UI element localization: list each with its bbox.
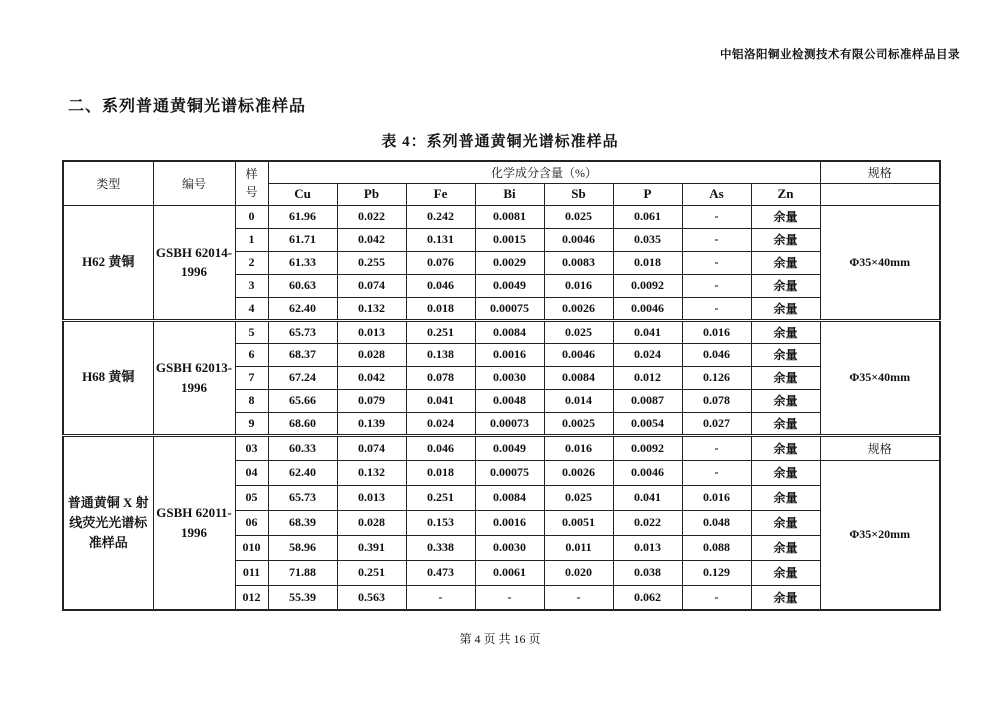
value-cell: 0.391 <box>337 535 406 560</box>
value-cell: 0.251 <box>406 320 475 343</box>
value-cell: 0.0046 <box>613 297 682 320</box>
value-cell: 0.0046 <box>544 228 613 251</box>
value-cell: 0.0049 <box>475 274 544 297</box>
sample-no-cell: 05 <box>235 485 268 510</box>
value-cell: 0.076 <box>406 251 475 274</box>
value-cell: 0.028 <box>337 343 406 366</box>
value-cell: 65.66 <box>268 389 337 412</box>
spec-cell: Φ35×20mm <box>820 460 940 610</box>
document-header-right: 中铝洛阳铜业检测技术有限公司标准样品目录 <box>720 49 960 61</box>
value-cell: 0.035 <box>613 228 682 251</box>
value-cell: 0.078 <box>406 366 475 389</box>
value-cell: 0.0084 <box>475 485 544 510</box>
value-cell: 0.046 <box>406 274 475 297</box>
value-cell: 0.0049 <box>475 435 544 460</box>
value-cell: 0.0084 <box>544 366 613 389</box>
value-cell: 余量 <box>751 228 820 251</box>
value-cell: 余量 <box>751 460 820 485</box>
value-cell: 0.131 <box>406 228 475 251</box>
value-cell: 0.00075 <box>475 297 544 320</box>
value-cell: 余量 <box>751 297 820 320</box>
value-cell: 0.018 <box>613 251 682 274</box>
section-title: 二、系列普通黄铜光谱标准样品 <box>68 98 307 115</box>
value-cell: 余量 <box>751 343 820 366</box>
value-cell: 0.0025 <box>544 412 613 435</box>
value-cell: 65.73 <box>268 485 337 510</box>
value-cell: 61.33 <box>268 251 337 274</box>
col-header-composition: 化学成分含量（%） <box>268 161 820 183</box>
value-cell: 0.0026 <box>544 297 613 320</box>
value-cell: 0.014 <box>544 389 613 412</box>
col-header-pb: Pb <box>337 183 406 205</box>
value-cell: 62.40 <box>268 460 337 485</box>
sample-no-cell: 04 <box>235 460 268 485</box>
value-cell: - <box>682 435 751 460</box>
value-cell: 0.020 <box>544 560 613 585</box>
value-cell: 0.062 <box>613 585 682 610</box>
value-cell: 0.0054 <box>613 412 682 435</box>
value-cell: 0.0087 <box>613 389 682 412</box>
value-cell: 0.0029 <box>475 251 544 274</box>
spec-header-cell: 规格 <box>820 435 940 460</box>
value-cell: 0.013 <box>337 485 406 510</box>
value-cell: 0.079 <box>337 389 406 412</box>
sample-no-cell: 1 <box>235 228 268 251</box>
value-cell: - <box>544 585 613 610</box>
value-cell: 0.0046 <box>613 460 682 485</box>
col-header-bi: Bi <box>475 183 544 205</box>
value-cell: 余量 <box>751 366 820 389</box>
value-cell: 0.018 <box>406 460 475 485</box>
value-cell: - <box>475 585 544 610</box>
value-cell: 0.0046 <box>544 343 613 366</box>
value-cell: 0.126 <box>682 366 751 389</box>
value-cell: 0.042 <box>337 228 406 251</box>
col-header-as: As <box>682 183 751 205</box>
value-cell: 61.96 <box>268 205 337 228</box>
value-cell: 68.37 <box>268 343 337 366</box>
value-cell: 0.025 <box>544 320 613 343</box>
sample-no-cell: 012 <box>235 585 268 610</box>
sample-no-cell: 2 <box>235 251 268 274</box>
type-cell: H68 黄铜 <box>63 320 153 435</box>
value-cell: 65.73 <box>268 320 337 343</box>
value-cell: - <box>406 585 475 610</box>
sample-no-cell: 03 <box>235 435 268 460</box>
value-cell: 0.074 <box>337 274 406 297</box>
value-cell: 0.038 <box>613 560 682 585</box>
value-cell: 余量 <box>751 585 820 610</box>
value-cell: 0.046 <box>682 343 751 366</box>
value-cell: 0.013 <box>337 320 406 343</box>
col-header-spec: 规格 <box>820 161 940 183</box>
col-header-sb: Sb <box>544 183 613 205</box>
value-cell: 0.041 <box>406 389 475 412</box>
value-cell: - <box>682 585 751 610</box>
standard-samples-table <box>62 160 941 611</box>
value-cell: 0.046 <box>406 435 475 460</box>
value-cell: - <box>682 251 751 274</box>
value-cell: 余量 <box>751 251 820 274</box>
col-header-cu: Cu <box>268 183 337 205</box>
value-cell: 0.024 <box>613 343 682 366</box>
value-cell: - <box>682 274 751 297</box>
value-cell: 58.96 <box>268 535 337 560</box>
value-cell: - <box>682 297 751 320</box>
sample-no-cell: 3 <box>235 274 268 297</box>
value-cell: 余量 <box>751 205 820 228</box>
value-cell: 0.018 <box>406 297 475 320</box>
col-header-code: 编号 <box>153 161 235 205</box>
value-cell: 0.041 <box>613 320 682 343</box>
value-cell: 余量 <box>751 320 820 343</box>
value-cell: 60.33 <box>268 435 337 460</box>
value-cell: 0.024 <box>406 412 475 435</box>
value-cell: 余量 <box>751 560 820 585</box>
value-cell: 0.074 <box>337 435 406 460</box>
value-cell: 0.132 <box>337 460 406 485</box>
value-cell: 0.028 <box>337 510 406 535</box>
value-cell: 0.022 <box>337 205 406 228</box>
sample-no-cell: 0 <box>235 205 268 228</box>
col-header-fe: Fe <box>406 183 475 205</box>
value-cell: 0.013 <box>613 535 682 560</box>
value-cell: 0.025 <box>544 485 613 510</box>
spec-subheader-empty <box>820 183 940 205</box>
value-cell: 0.016 <box>682 320 751 343</box>
value-cell: 余量 <box>751 535 820 560</box>
value-cell: 0.139 <box>337 412 406 435</box>
col-header-sample-no <box>235 161 268 205</box>
value-cell: - <box>682 205 751 228</box>
value-cell: 0.025 <box>544 205 613 228</box>
sample-no-cell: 7 <box>235 366 268 389</box>
table-row <box>63 205 940 228</box>
value-cell: 0.0030 <box>475 366 544 389</box>
value-cell: 0.027 <box>682 412 751 435</box>
value-cell: 0.088 <box>682 535 751 560</box>
value-cell: 55.39 <box>268 585 337 610</box>
spec-cell: Φ35×40mm <box>820 320 940 435</box>
value-cell: - <box>682 228 751 251</box>
sample-no-cell: 8 <box>235 389 268 412</box>
value-cell: 0.251 <box>406 485 475 510</box>
value-cell: 0.0026 <box>544 460 613 485</box>
value-cell: 0.563 <box>337 585 406 610</box>
value-cell: 0.011 <box>544 535 613 560</box>
code-cell: GSBH 62011-1996 <box>153 435 235 610</box>
value-cell: 0.061 <box>613 205 682 228</box>
sample-no-cell: 06 <box>235 510 268 535</box>
value-cell: 0.041 <box>613 485 682 510</box>
value-cell: 0.016 <box>544 274 613 297</box>
code-cell: GSBH 62013-1996 <box>153 320 235 435</box>
table-row <box>63 320 940 343</box>
value-cell: 0.078 <box>682 389 751 412</box>
value-cell: 0.0061 <box>475 560 544 585</box>
value-cell: 0.042 <box>337 366 406 389</box>
table-row <box>63 435 940 460</box>
value-cell: 0.0030 <box>475 535 544 560</box>
value-cell: 余量 <box>751 510 820 535</box>
value-cell: 0.0092 <box>613 274 682 297</box>
table-title: 表 4：系列普通黄铜光谱标准样品 <box>381 134 619 150</box>
table-header <box>63 161 940 205</box>
col-header-type: 类型 <box>63 161 153 205</box>
sample-no-cell: 5 <box>235 320 268 343</box>
value-cell: 0.0048 <box>475 389 544 412</box>
value-cell: 0.00073 <box>475 412 544 435</box>
type-cell: 普通黄铜 X 射线荧光光谱标准样品 <box>63 435 153 610</box>
value-cell: 68.60 <box>268 412 337 435</box>
col-header-p: P <box>613 183 682 205</box>
code-cell: GSBH 62014-1996 <box>153 205 235 320</box>
value-cell: 0.473 <box>406 560 475 585</box>
value-cell: 67.24 <box>268 366 337 389</box>
value-cell: 0.00075 <box>475 460 544 485</box>
value-cell: 0.0083 <box>544 251 613 274</box>
value-cell: 0.0016 <box>475 510 544 535</box>
value-cell: 余量 <box>751 485 820 510</box>
sample-no-cell: 9 <box>235 412 268 435</box>
value-cell: 0.0084 <box>475 320 544 343</box>
header-row-1 <box>63 161 940 183</box>
value-cell: 0.048 <box>682 510 751 535</box>
value-cell: 0.138 <box>406 343 475 366</box>
value-cell: 0.022 <box>613 510 682 535</box>
value-cell: 余量 <box>751 389 820 412</box>
value-cell: 61.71 <box>268 228 337 251</box>
sample-no-cell: 4 <box>235 297 268 320</box>
value-cell: 0.251 <box>337 560 406 585</box>
value-cell: 71.88 <box>268 560 337 585</box>
value-cell: 0.0016 <box>475 343 544 366</box>
value-cell: 0.0015 <box>475 228 544 251</box>
value-cell: 0.255 <box>337 251 406 274</box>
value-cell: 0.153 <box>406 510 475 535</box>
value-cell: - <box>682 460 751 485</box>
spec-cell: Φ35×40mm <box>820 205 940 320</box>
value-cell: 68.39 <box>268 510 337 535</box>
value-cell: 0.129 <box>682 560 751 585</box>
value-cell: 60.63 <box>268 274 337 297</box>
value-cell: 余量 <box>751 435 820 460</box>
sample-no-cell: 011 <box>235 560 268 585</box>
value-cell: 0.016 <box>682 485 751 510</box>
sample-no-cell: 010 <box>235 535 268 560</box>
page-number: 第 4 页 共 16 页 <box>459 632 541 646</box>
value-cell: 余量 <box>751 412 820 435</box>
value-cell: 0.016 <box>544 435 613 460</box>
value-cell: 0.242 <box>406 205 475 228</box>
value-cell: 0.0051 <box>544 510 613 535</box>
col-header-zn: Zn <box>751 183 820 205</box>
table-body <box>63 205 940 610</box>
value-cell: 62.40 <box>268 297 337 320</box>
value-cell: 0.0081 <box>475 205 544 228</box>
value-cell: 0.338 <box>406 535 475 560</box>
sample-no-cell: 6 <box>235 343 268 366</box>
type-cell: H62 黄铜 <box>63 205 153 320</box>
value-cell: 0.132 <box>337 297 406 320</box>
value-cell: 余量 <box>751 274 820 297</box>
value-cell: 0.0092 <box>613 435 682 460</box>
sample-no-label: 样号 <box>245 167 258 200</box>
value-cell: 0.012 <box>613 366 682 389</box>
